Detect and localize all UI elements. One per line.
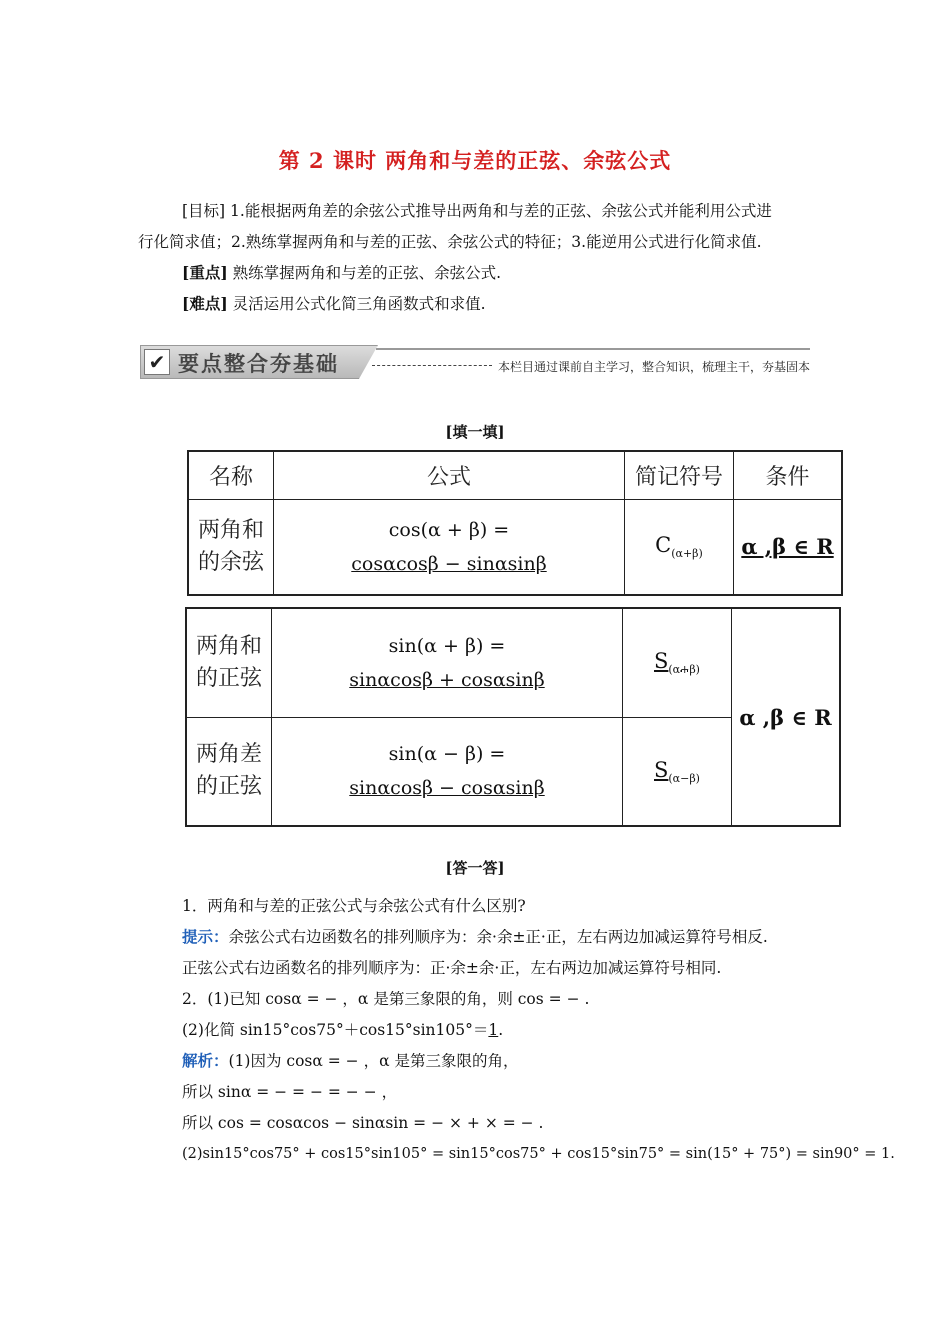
question-2-part2 xyxy=(182,1020,503,1040)
hint-text-1: 余弦公式右边函数名的排列顺序为：余·余±正·正，左右两边加减运算符号相反. xyxy=(228,928,768,946)
hint-line1 xyxy=(182,927,768,947)
formula-rhs: sinαcosβ + cosαsinβ xyxy=(349,668,545,691)
key-label: [重点] xyxy=(182,263,228,282)
q2-suffix: . xyxy=(498,1021,504,1039)
symbol-letter: S xyxy=(654,649,669,674)
goal-label: [目标] xyxy=(182,202,226,220)
goal-text-line2: 行化简求值；2.熟练掌握两角和与差的正弦、余弦公式的特征；3.能逆用公式进行化简求值. xyxy=(138,233,762,251)
banner-dashed-line xyxy=(372,365,492,366)
analysis-text-1: (1)因为 cosα = − ，α 是第三象限的角， xyxy=(228,1052,519,1070)
symbol-letter: C xyxy=(655,533,672,558)
symbol-wrapper xyxy=(654,757,700,785)
formula-table-cos xyxy=(187,450,843,596)
symbol-subscript: (α+β) xyxy=(671,547,703,561)
question-2-part1: 2．(1)已知 cosα = − ，α 是第三象限的角，则 cos = − . xyxy=(182,990,590,1008)
objective-goal xyxy=(182,201,772,221)
section-banner xyxy=(140,345,810,379)
row-name xyxy=(186,608,272,717)
key-text: 熟练掌握两角和与差的正弦、余弦公式. xyxy=(227,264,502,282)
formula-lhs: sin(α + β) = xyxy=(388,634,506,657)
answer-section-heading: [答一答] xyxy=(445,859,505,877)
header-name: 名称 xyxy=(188,451,274,499)
header-symbol: 简记符号 xyxy=(625,451,734,499)
formula-lhs: cos(α + β) = xyxy=(388,518,510,541)
goal-text-line1: 1.能根据两角差的余弦公式推导出两角和与差的正弦、余弦公式并能利用公式进 xyxy=(225,202,772,220)
objective-key xyxy=(182,263,501,283)
row-symbol xyxy=(625,499,734,595)
symbol-subscript: (α−β) xyxy=(668,771,700,785)
hint-line2: 正弦公式右边函数名的排列顺序为：正·余±余·正，左右两边加减运算符号相同. xyxy=(182,959,722,977)
row-formula xyxy=(274,499,625,595)
table-header-row xyxy=(188,451,842,499)
row-name-line2: 的余弦 xyxy=(197,549,264,575)
row-name xyxy=(186,717,272,826)
q2-answer: 1 xyxy=(488,1021,499,1039)
objective-difficulty xyxy=(182,294,486,314)
question-1: 1．两角和与差的正弦公式与余弦公式有什么区别? xyxy=(182,897,526,915)
row-name-line2: 的正弦 xyxy=(195,665,262,691)
row-symbol xyxy=(623,608,732,717)
row-symbol xyxy=(623,717,732,826)
formula-table-sin xyxy=(185,607,841,827)
row-formula xyxy=(272,608,623,717)
banner-title: 要点整合夯基础 xyxy=(178,352,339,376)
row-name-line1: 两角和 xyxy=(195,633,262,659)
row-condition xyxy=(734,499,843,595)
analysis-line2: 所以 sinα = − = − = − − ， xyxy=(182,1083,398,1101)
analysis-label: 解析： xyxy=(182,1051,229,1070)
condition-text: α ,β ∈ R xyxy=(739,704,832,730)
table-row xyxy=(186,608,840,717)
row-name-line1: 两角和 xyxy=(197,517,264,543)
row-condition xyxy=(732,608,841,826)
table-row xyxy=(188,499,842,595)
row-name xyxy=(188,499,274,595)
banner-note: 本栏目通过课前自主学习，整合知识，梳理主干，夯基固本 xyxy=(497,360,810,374)
condition-text: α ,β ∈ R xyxy=(741,534,834,560)
header-formula: 公式 xyxy=(274,451,625,499)
analysis-line4: (2)sin15°cos75° + cos15°sin105° = sin15°cos75° + cos15°sin75° = sin(15° + 75°) = sin90° = 1. xyxy=(182,1146,895,1162)
formula-rhs: cosαcosβ − sinαsinβ xyxy=(351,552,547,575)
row-formula xyxy=(272,717,623,826)
symbol-wrapper xyxy=(654,649,700,677)
header-condition: 条件 xyxy=(734,451,843,499)
hint-label: 提示： xyxy=(182,927,229,946)
formula-lhs: sin(α − β) = xyxy=(388,743,506,766)
banner-top-rule xyxy=(376,348,810,350)
page-title: 第 2 课时 两角和与差的正弦、余弦公式 xyxy=(278,148,672,173)
analysis-line1 xyxy=(182,1051,518,1071)
row-name-line1: 两角差 xyxy=(195,742,262,768)
fill-section-heading: [填一填] xyxy=(445,423,505,441)
formula-rhs: sinαcosβ − cosαsinβ xyxy=(349,777,545,800)
difficulty-text: 灵活运用公式化简三角函数式和求值. xyxy=(227,295,486,313)
difficulty-label: [难点] xyxy=(182,294,228,313)
analysis-line3: 所以 cos = cosαcos − sinαsin = − × + × = − . xyxy=(182,1114,544,1132)
symbol-letter: S xyxy=(654,757,669,782)
q2-prefix: (2)化简 sin15°cos75°＋cos15°sin105°＝ xyxy=(182,1021,489,1039)
symbol-subscript: (α+β) xyxy=(668,663,700,677)
row-name-line2: 的正弦 xyxy=(195,774,262,800)
checkmark-icon: ✔ xyxy=(144,349,170,375)
